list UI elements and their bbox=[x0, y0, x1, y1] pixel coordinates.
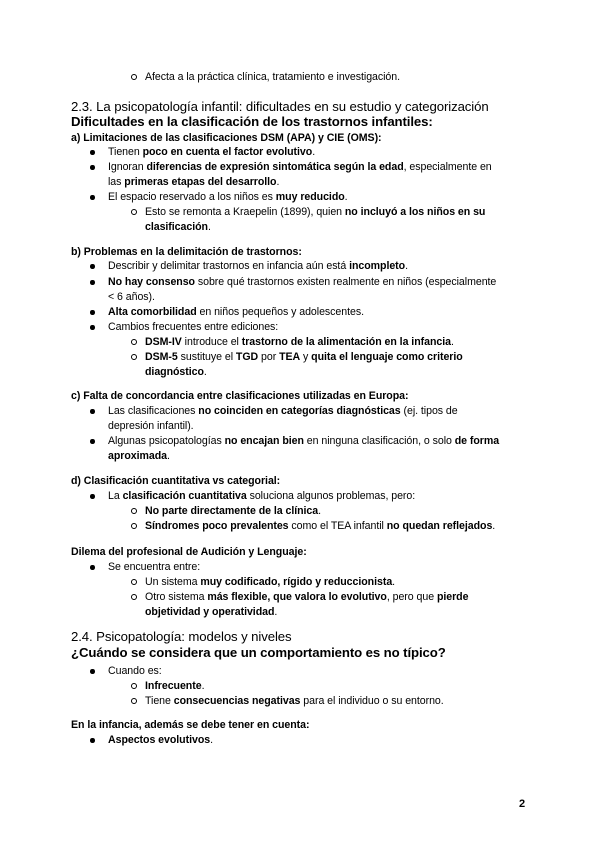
bullet-a-2-line2: las primeras etapas del desarrollo. bbox=[108, 176, 280, 188]
page-number: 2 bbox=[519, 798, 526, 810]
bullet-cuando-es: Cuando es: bbox=[108, 665, 162, 677]
hollow-bullet-icon bbox=[131, 508, 137, 514]
bullet-a-3: El espacio reservado a los niños es muy reducido. bbox=[108, 191, 348, 203]
bullet-icon bbox=[90, 565, 95, 570]
hollow-bullet-icon bbox=[131, 74, 137, 80]
sub-bullet-d-clinica: No parte directamente de la clínica. bbox=[145, 505, 322, 517]
bullet-icon bbox=[90, 310, 95, 315]
sub-bullet-a-kraepelin-line1: Esto se remonta a Kraepelin (1899), quien no incluyó a los niños en su bbox=[145, 206, 486, 218]
bullet-icon bbox=[90, 150, 95, 155]
bullet-icon bbox=[90, 669, 95, 674]
bullet-c-1-line1: Las clasificaciones no coinciden en categorías diagnósticas (ej. tipos de bbox=[108, 405, 458, 417]
heading-b-problemas: b) Problemas en la delimitación de trastornos: bbox=[71, 246, 302, 258]
bullet-icon bbox=[90, 165, 95, 170]
hollow-bullet-icon bbox=[131, 594, 137, 600]
bullet-c-2-line2: aproximada. bbox=[108, 450, 170, 462]
section-title-2-3: 2.3. La psicopatología infantil: dificultades en su estudio y categorización bbox=[71, 99, 489, 114]
sub-bullet-dilema-flexible-line2: objetividad y operatividad. bbox=[145, 606, 278, 618]
hollow-bullet-icon bbox=[131, 523, 137, 529]
hollow-bullet-icon bbox=[131, 698, 137, 704]
sub-bullet-dilema-flexible-line1: Otro sistema más flexible, que valora lo evolutivo, pero que pierde bbox=[145, 591, 469, 603]
hollow-bullet-icon bbox=[131, 354, 137, 360]
bullet-c-1-line2: depresión infantil). bbox=[108, 420, 194, 432]
bullet-icon bbox=[90, 439, 95, 444]
hollow-bullet-icon bbox=[131, 339, 137, 345]
sub-bullet-b-dsm5-line1: DSM-5 sustituye el TGD por TEA y quita el lenguaje como criterio bbox=[145, 351, 463, 363]
bullet-icon bbox=[90, 264, 95, 269]
heading-d-cuantitativa: d) Clasificación cuantitativa vs categorial: bbox=[71, 475, 281, 487]
bullet-icon bbox=[90, 738, 95, 743]
sub-bullet-d-sindromes: Síndromes poco prevalentes como el TEA infantil no quedan reflejados. bbox=[145, 520, 496, 532]
bullet-icon bbox=[90, 280, 95, 285]
bullet-icon bbox=[90, 494, 95, 499]
bullet-icon bbox=[90, 325, 95, 330]
sub-bullet-consecuencias: Tiene consecuencias negativas para el individuo o su entorno. bbox=[145, 695, 444, 707]
sub-bullet-b-dsm4: DSM-IV introduce el trastorno de la alimentación en la infancia. bbox=[145, 336, 454, 348]
sub-bullet-b-dsm5-line2: diagnóstico. bbox=[145, 366, 207, 378]
bullet-b-4: Cambios frecuentes entre ediciones: bbox=[108, 321, 279, 333]
bullet-d-1: La clasificación cuantitativa soluciona algunos problemas, pero: bbox=[108, 490, 416, 502]
heading-c-concordancia: c) Falta de concordancia entre clasificaciones utilizadas en Europa: bbox=[71, 390, 409, 402]
bullet-a-1: Tienen poco en cuenta el factor evolutivo. bbox=[108, 146, 316, 158]
bullet-dilema-1: Se encuentra entre: bbox=[108, 561, 201, 573]
sub-bullet-dilema-codificado: Un sistema muy codificado, rígido y reduccionista. bbox=[145, 576, 396, 588]
heading-a-limitaciones: a) Limitaciones de las clasificaciones DSM (APA) y CIE (OMS): bbox=[71, 132, 382, 144]
hollow-bullet-icon bbox=[131, 683, 137, 689]
bullet-aspectos-evolutivos: Aspectos evolutivos. bbox=[108, 734, 213, 746]
hollow-bullet-icon bbox=[131, 209, 137, 215]
heading-infancia: En la infancia, además se debe tener en cuenta: bbox=[71, 719, 310, 731]
bullet-b-3: Alta comorbilidad en niños pequeños y adolescentes. bbox=[108, 306, 364, 318]
bullet-b-2-line1: No hay consenso sobre qué trastornos existen realmente en niños (especialmente bbox=[108, 276, 497, 288]
bullet-b-2-line2: < 6 años). bbox=[108, 291, 155, 303]
sub-bullet-a-kraepelin-line2: clasificación. bbox=[145, 221, 211, 233]
bullet-c-2-line1: Algunas psicopatologías no encajan bien en ninguna clasificación, o solo de forma bbox=[108, 435, 500, 447]
hollow-bullet-icon bbox=[131, 579, 137, 585]
bullet-icon bbox=[90, 409, 95, 414]
sub-bullet-infrecuente: Infrecuente. bbox=[145, 680, 205, 692]
bullet-a-2-line1: Ignoran diferencias de expresión sintomática según la edad, especialmente en bbox=[108, 161, 492, 173]
section-title-2-4: 2.4. Psicopatología: modelos y niveles bbox=[71, 629, 292, 644]
sub-bullet-practica: Afecta a la práctica clínica, tratamiento e investigación. bbox=[145, 71, 401, 83]
section-subtitle-comportamiento: ¿Cuándo se considera que un comportamiento es no típico? bbox=[71, 645, 446, 660]
bullet-b-1: Describir y delimitar trastornos en infancia aún está incompleto. bbox=[108, 260, 408, 272]
bullet-icon bbox=[90, 195, 95, 200]
section-subtitle-dificultades: Dificultades en la clasificación de los trastornos infantiles: bbox=[71, 114, 433, 129]
heading-dilema: Dilema del profesional de Audición y Lenguaje: bbox=[71, 546, 307, 558]
